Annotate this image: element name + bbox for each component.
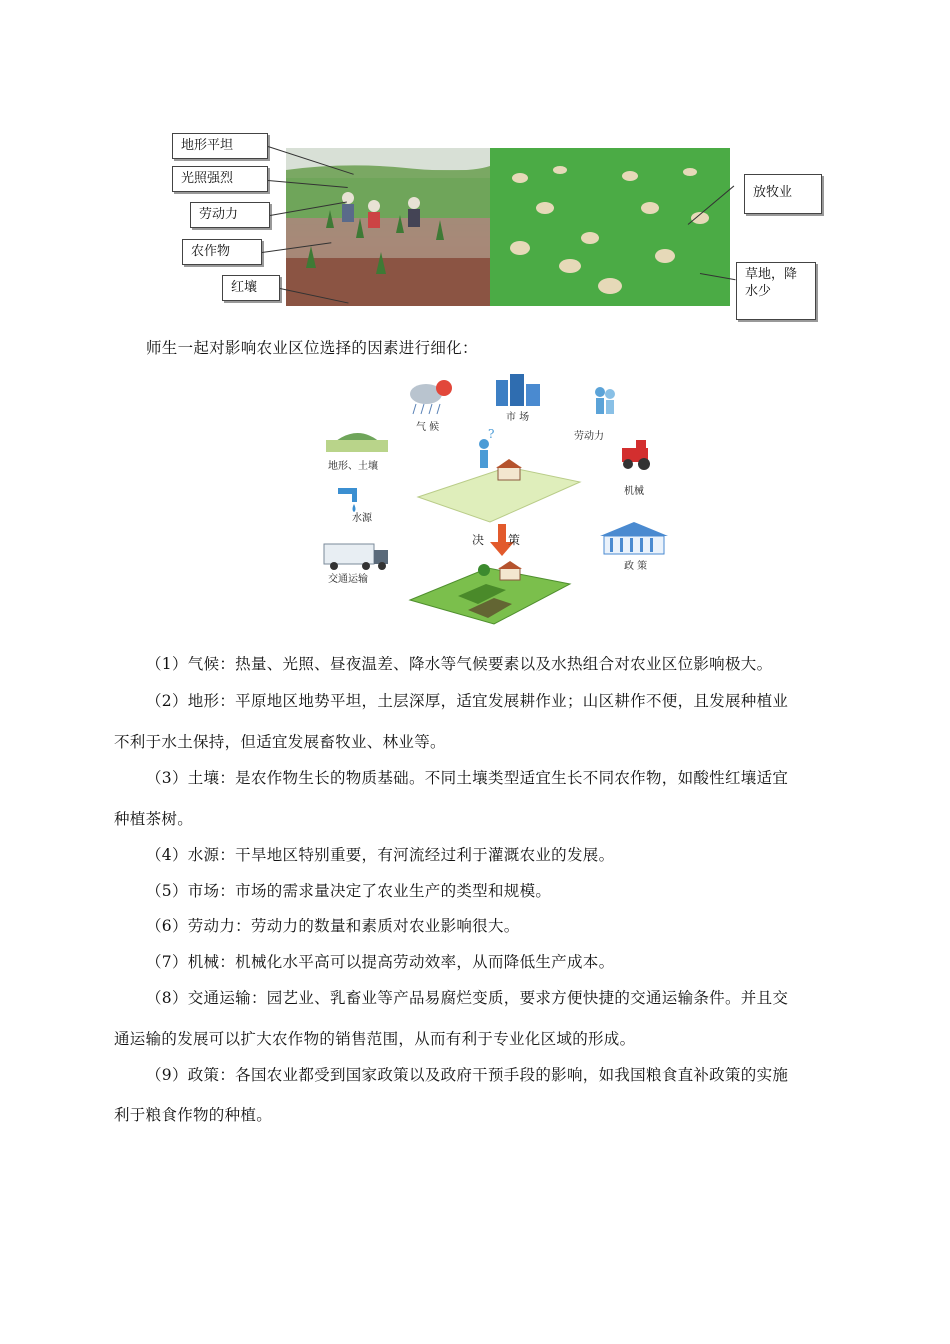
- pasture-photo: [490, 148, 730, 306]
- callout-flat-terrain: 地形平坦: [172, 133, 268, 159]
- paragraph-labor: （6）劳动力：劳动力的数量和素质对农业影响很大。: [146, 917, 520, 935]
- factor-climate-label: 气 候: [416, 422, 440, 433]
- factor-machinery-label: 机械: [624, 486, 644, 497]
- paragraph-policy-line2: 利于粮食作物的种植。: [114, 1106, 273, 1124]
- callout-labor: 劳动力: [190, 202, 270, 228]
- svg-text:?: ?: [488, 427, 495, 441]
- paragraph-soil-line1: （3）土壤：是农作物生长的物质基础。不同土壤类型适宜生长不同农作物，如酸性红壤适宜: [146, 769, 789, 787]
- paragraph-terrain-line1: （2）地形：平原地区地势平坦，土层深厚，适宜发展耕作业；山区耕作不便，且发展种植业: [146, 692, 789, 710]
- paragraph-climate: （1）气候：热量、光照、昼夜温差、降水等气候要素以及水热组合对农业区位影响极大。: [146, 655, 773, 673]
- factor-terrain-soil-label: 地形、土壤: [328, 461, 378, 472]
- paragraph-machinery: （7）机械：机械化水平高可以提高劳动效率，从而降低生产成本。: [146, 953, 615, 971]
- decision-label: 决 策: [472, 533, 521, 547]
- intro-text: 师生一起对影响农业区位选择的因素进行细化：: [146, 339, 478, 357]
- location-factors-diagram: [318, 372, 688, 627]
- rice-paddy-illustration: [286, 148, 490, 306]
- callout-grassland-low-rain: 草地，降水少: [736, 262, 816, 320]
- callout-red-soil: 红壤: [222, 275, 280, 301]
- grazing-sheep-illustration: [490, 148, 730, 306]
- paragraph-transport-line1: （8）交通运输：园艺业、乳畜业等产品易腐烂变质，要求方便快捷的交通运输条件。并且交: [146, 989, 789, 1007]
- factor-policy-label: 政 策: [624, 561, 648, 572]
- callout-strong-sunlight: 光照强烈: [172, 166, 268, 192]
- paragraph-soil-line2: 种植茶树。: [114, 810, 194, 828]
- factor-transport-label: 交通运输: [328, 574, 368, 585]
- paragraph-transport-line2: 通运输的发展可以扩大农作物的销售范围，从而有利于专业化区域的形成。: [114, 1030, 636, 1048]
- factors-illustration: [318, 372, 688, 627]
- paragraph-policy-line1: （9）政策：各国农业都受到国家政策以及政府干预手段的影响，如我国粮食直补政策的实施: [146, 1066, 789, 1084]
- agriculture-photo-figure: [160, 128, 840, 328]
- factor-labor-label: 劳动力: [574, 431, 604, 442]
- rice-paddy-photo: [286, 148, 490, 306]
- paragraph-market: （5）市场：市场的需求量决定了农业生产的类型和规模。: [146, 882, 552, 900]
- paragraph-water: （4）水源：干旱地区特别重要，有河流经过利于灌溉农业的发展。: [146, 846, 615, 864]
- paragraph-terrain-line2: 不利于水土保持，但适宜发展畜牧业、林业等。: [114, 733, 446, 751]
- factor-market-label: 市 场: [506, 412, 530, 423]
- callout-crops: 农作物: [182, 239, 262, 265]
- callout-grazing: 放牧业: [744, 174, 822, 214]
- factor-water-label: 水源: [352, 513, 372, 524]
